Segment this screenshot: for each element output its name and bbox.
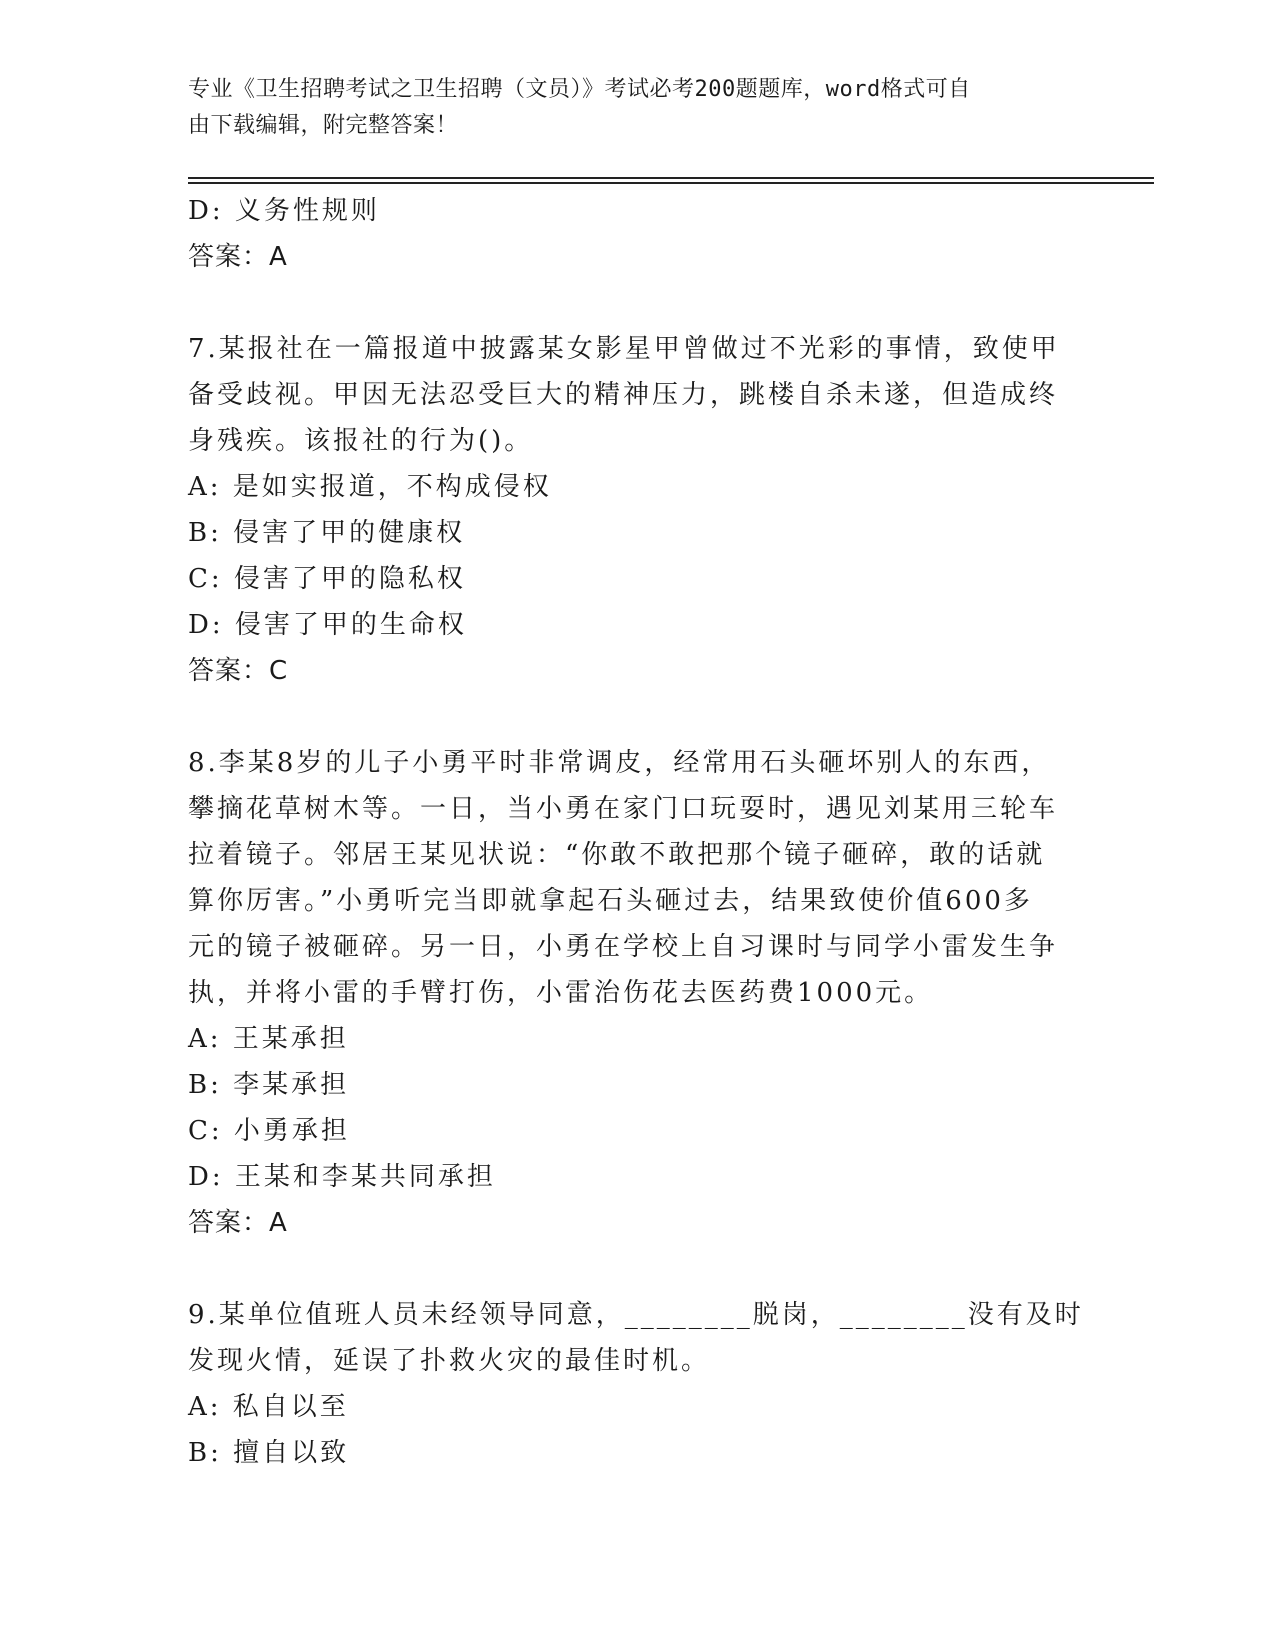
question-stem-line: 7.某报社在一篇报道中披露某女影星甲曾做过不光彩的事情，致使甲 bbox=[188, 334, 1060, 364]
question-stem-line: 拉着镜子。邻居王某见状说：“你敢不敢把那个镜子砸碎，敢的话就 bbox=[188, 840, 1046, 870]
question-stem-line: 备受歧视。甲因无法忍受巨大的精神压力，跳楼自杀未遂，但造成终 bbox=[188, 380, 1059, 410]
option-d: D: 义务性规则 bbox=[188, 196, 380, 226]
answer-line: 答案：A bbox=[188, 242, 288, 272]
option-c: C: 侵害了甲的隐私权 bbox=[188, 564, 466, 594]
header-divider-top bbox=[188, 177, 1154, 179]
option-a: A: 私自以至 bbox=[188, 1392, 349, 1422]
question-stem-line: 执，并将小雷的手臂打伤，小雷治伤花去医药费1000元。 bbox=[188, 978, 934, 1008]
option-c: C: 小勇承担 bbox=[188, 1116, 350, 1146]
spacer bbox=[188, 280, 1068, 326]
question-7 bbox=[188, 326, 1068, 694]
question-stem-line: 算你厉害。”小勇听完当即就拿起石头砸过去，结果致使价值600多 bbox=[188, 886, 1033, 916]
header-line-2: 由下载编辑，附完整答案！ bbox=[188, 113, 459, 138]
option-b: B: 擅自以致 bbox=[188, 1438, 350, 1468]
option-b: B: 侵害了甲的健康权 bbox=[188, 518, 466, 548]
question-9 bbox=[188, 1292, 1084, 1476]
question-stem-line: 发现火情，延误了扑救火灾的最佳时机。 bbox=[188, 1346, 711, 1376]
question-stem-line: 8.李某8岁的儿子小勇平时非常调皮，经常用石头砸坏别人的东西， bbox=[188, 748, 1051, 778]
header-divider-bottom bbox=[188, 182, 1154, 184]
spacer bbox=[188, 694, 1068, 740]
header-line-1: 专业《卫生招聘考试之卫生招聘（文员）》考试必考200题题库，word格式可自 bbox=[188, 77, 971, 102]
question-8 bbox=[188, 740, 1068, 1246]
option-d: D: 王某和李某共同承担 bbox=[188, 1162, 496, 1192]
answer-line: 答案：C bbox=[188, 656, 289, 686]
answer-line: 答案：A bbox=[188, 1208, 288, 1238]
document-body bbox=[188, 188, 1084, 1476]
page-header bbox=[188, 72, 1068, 144]
question-stem-line: 攀摘花草树木等。一日，当小勇在家门口玩耍时，遇见刘某用三轮车 bbox=[188, 794, 1059, 824]
option-a: A: 是如实报道，不构成侵权 bbox=[188, 472, 552, 502]
option-d: D: 侵害了甲的生命权 bbox=[188, 610, 467, 640]
question-stem-line: 9.某单位值班人员未经领导同意，________脱岗，________没有及时 bbox=[188, 1300, 1084, 1330]
spacer bbox=[188, 1246, 1068, 1292]
option-a: A: 王某承担 bbox=[188, 1024, 349, 1054]
option-b: B: 李某承担 bbox=[188, 1070, 350, 1100]
question-6-tail bbox=[188, 188, 1068, 280]
question-stem-line: 身残疾。该报社的行为()。 bbox=[188, 426, 534, 456]
question-stem-line: 元的镜子被砸碎。另一日，小勇在学校上自习课时与同学小雷发生争 bbox=[188, 932, 1059, 962]
